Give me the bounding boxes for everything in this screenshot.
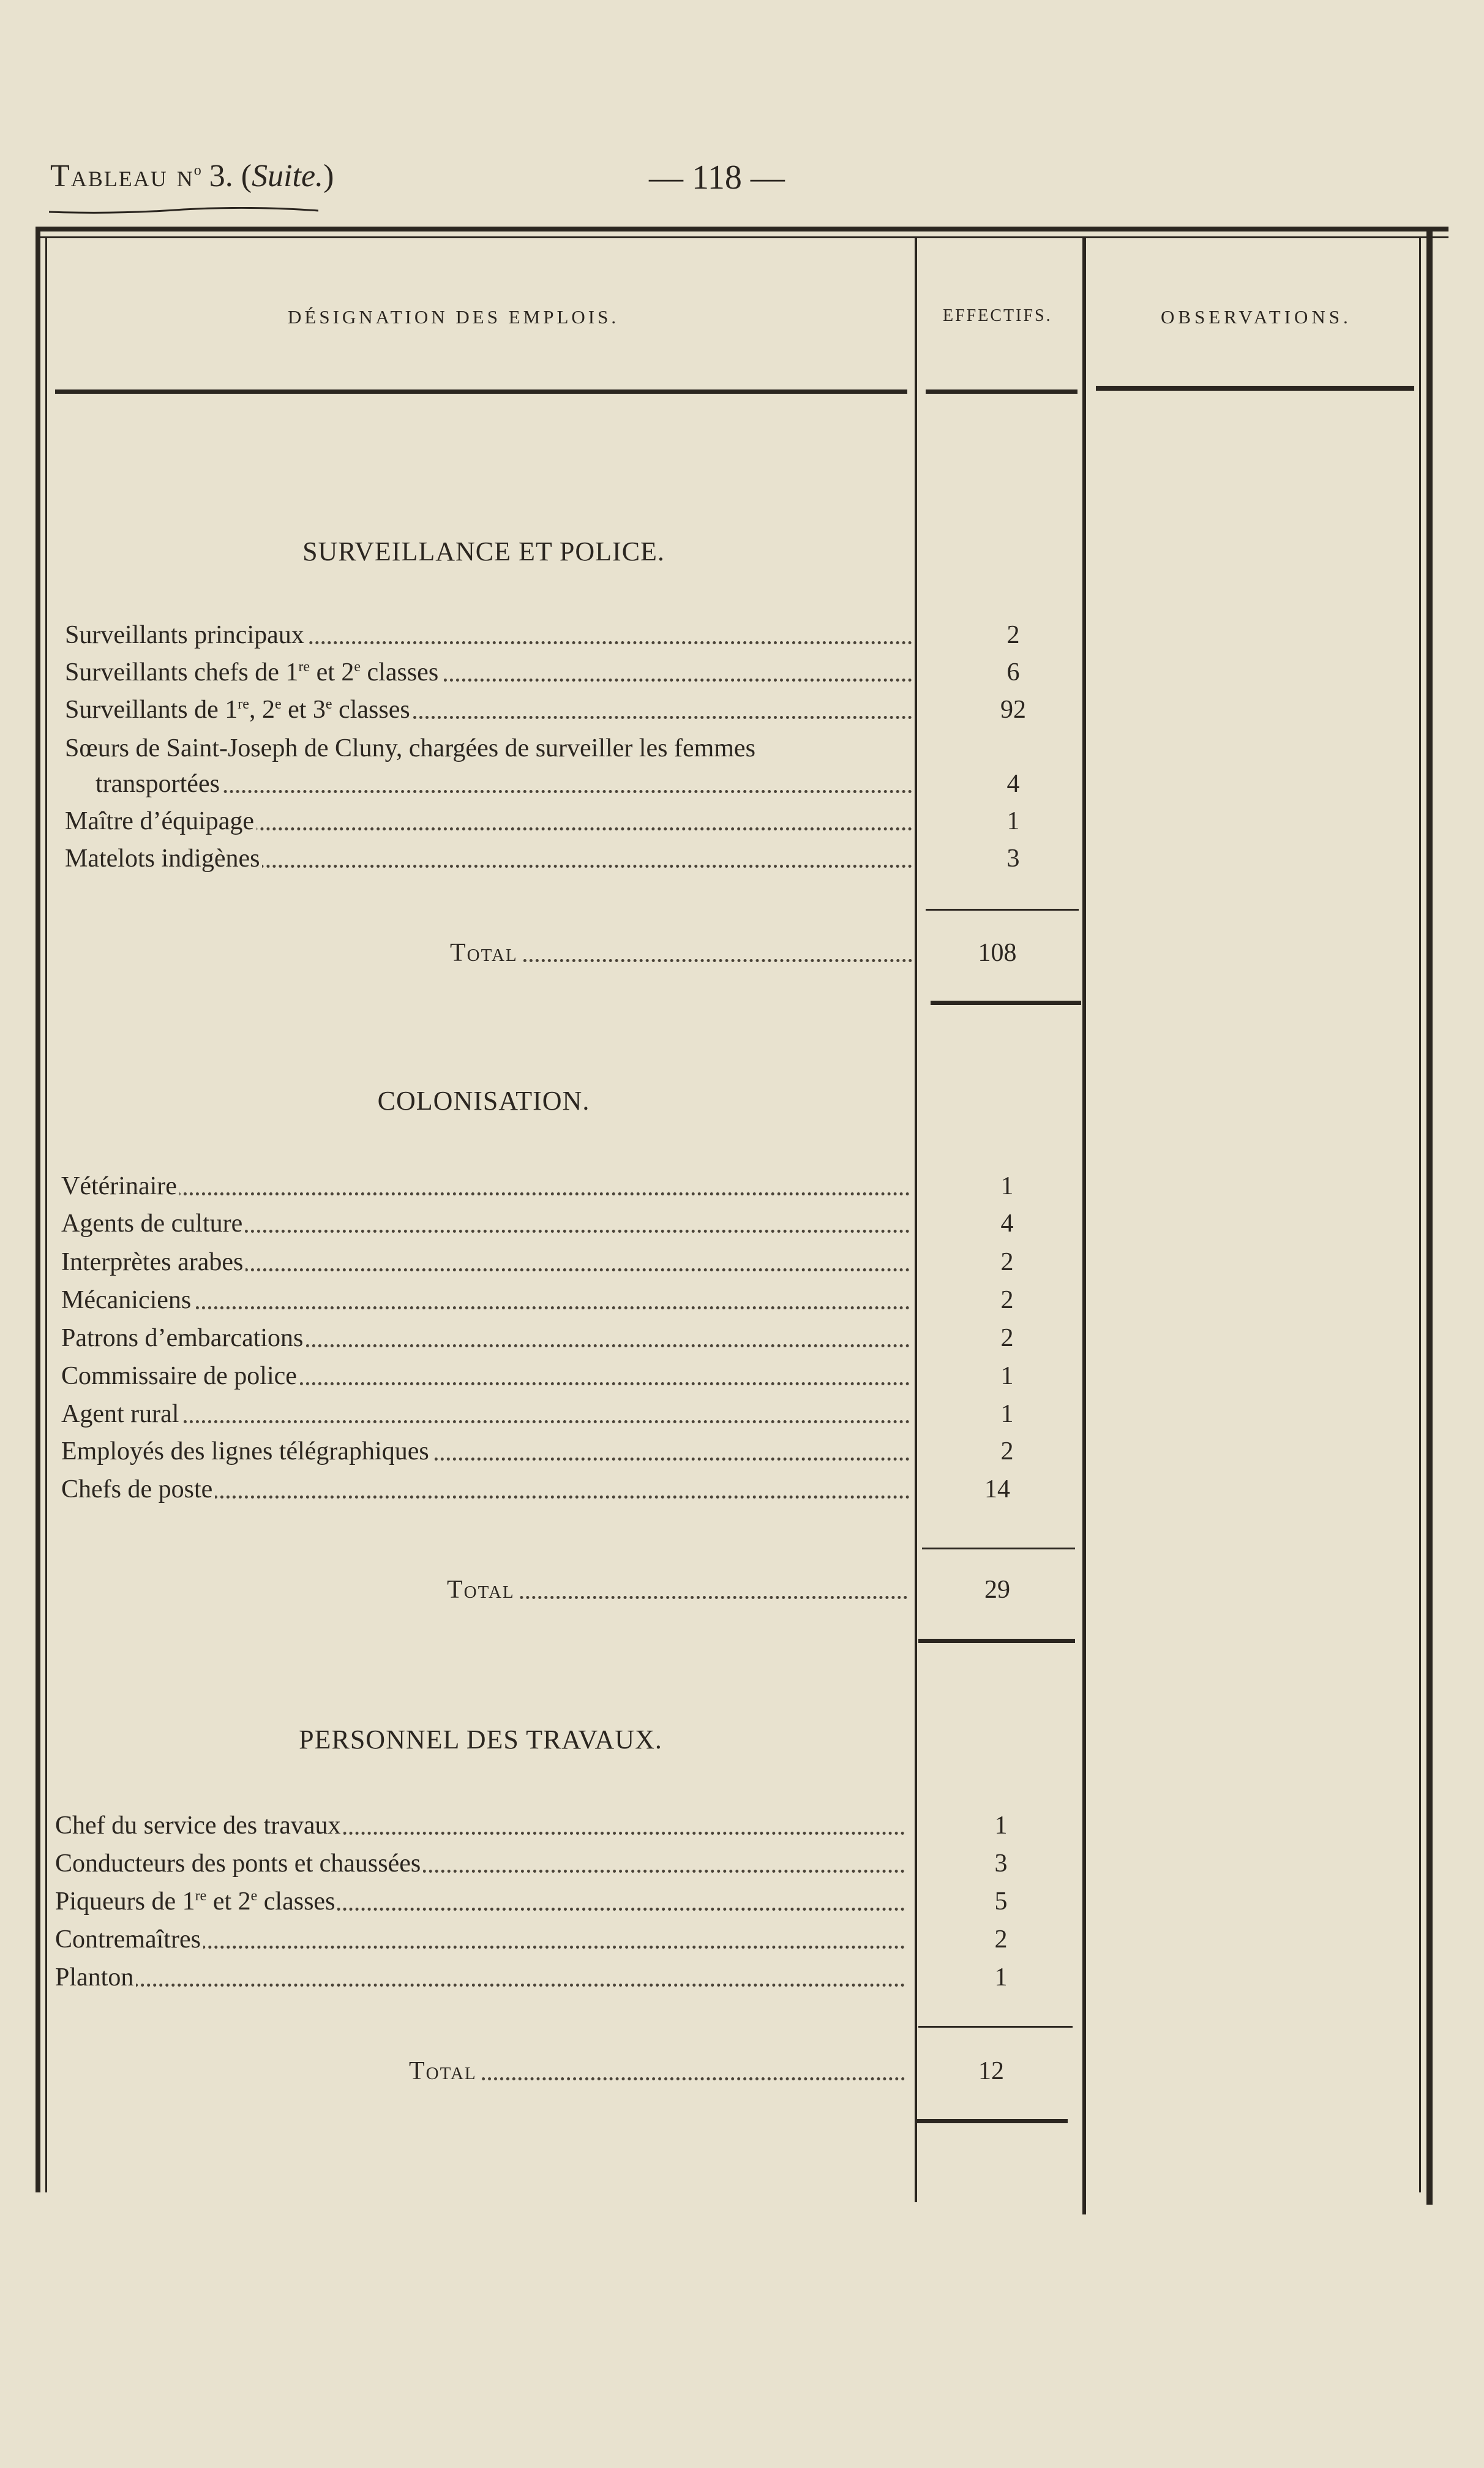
column-header-designation: DÉSIGNATION DES EMPLOIS.: [288, 306, 620, 328]
table-ref-degree: o: [193, 162, 201, 179]
header-underline-observations: [1096, 386, 1414, 391]
table-row: [61, 1247, 910, 1277]
row-value: 2: [1000, 1437, 1014, 1465]
table-row: [55, 1886, 905, 1917]
table-ref-close: ): [323, 159, 334, 194]
subtotal-rule: [918, 2026, 1073, 2028]
row-value: 2: [1000, 1286, 1014, 1314]
row-value: 1: [994, 1811, 1008, 1840]
row-value: 1: [1000, 1172, 1014, 1200]
row-label: Surveillants de 1re, 2e et 3e classes: [65, 696, 413, 724]
table-row: [55, 1848, 905, 1879]
row-label: Piqueurs de 1re et 2e classes: [55, 1887, 337, 1916]
header-underline-effectifs: [926, 389, 1077, 394]
col-divider-effectifs: [915, 236, 917, 2202]
row-value: 1: [994, 1963, 1008, 1992]
table-row: [65, 657, 912, 688]
total-rule: [931, 1001, 1081, 1005]
table-row: [61, 1208, 910, 1239]
top-rule-thick: [36, 227, 1448, 231]
row-value: 4: [1006, 770, 1020, 798]
table-row: [61, 1323, 910, 1353]
leader-dots: [61, 1192, 910, 1195]
total-value: 29: [984, 1576, 1010, 1604]
header-underline-designation: [55, 389, 907, 394]
total-rule: [917, 2119, 1068, 2123]
table-reference: [50, 160, 334, 192]
row-label: Surveillants chefs de 1re et 2e classes: [65, 658, 441, 687]
total-row: [447, 1574, 907, 1605]
table-row: [55, 1924, 905, 1955]
row-label: Sœurs de Saint-Joseph de Cluny, chargées de surveiller les femmes: [65, 734, 758, 762]
section-title-colonisation: COLONISATION.: [377, 1086, 590, 1116]
page-number: — 118 —: [649, 159, 785, 197]
table-row: [61, 1361, 910, 1391]
column-header-observations: OBSERVATIONS.: [1161, 306, 1352, 328]
section-title-surveillance: SURVEILLANCE ET POLICE.: [302, 536, 665, 566]
table-row: [61, 1399, 910, 1429]
table-row: [65, 733, 912, 764]
row-value: 1: [1006, 807, 1020, 835]
table-row: [96, 769, 912, 799]
row-value: 2: [1000, 1324, 1014, 1352]
row-label: Planton: [55, 1963, 136, 1992]
total-value: 108: [978, 939, 1017, 967]
row-label: transportées: [96, 770, 222, 798]
table-ref-suite: Suite.: [252, 159, 324, 194]
leader-dots: [61, 1420, 910, 1423]
row-value: 5: [994, 1887, 1008, 1916]
total-label: Total: [450, 939, 520, 967]
row-label: Maître d’équipage: [65, 807, 257, 835]
table-row: [65, 843, 912, 874]
row-label: Patrons d’embarcations: [61, 1324, 305, 1352]
row-label: Employés des lignes télégraphiques: [61, 1437, 432, 1465]
row-label: Mécaniciens: [61, 1286, 193, 1314]
total-label: Total: [447, 1576, 517, 1604]
row-value: 4: [1000, 1210, 1014, 1238]
row-label: Agent rural: [61, 1400, 181, 1428]
row-label: Chef du service des travaux: [55, 1811, 343, 1840]
right-rule-outer: [1426, 227, 1433, 2205]
table-row: [61, 1285, 910, 1315]
row-value: 1: [1000, 1362, 1014, 1390]
row-label: Conducteurs des ponts et chaussées: [55, 1849, 423, 1878]
total-row: [409, 2056, 905, 2086]
subtotal-rule: [922, 1548, 1075, 1549]
row-label: Agents de culture: [61, 1210, 245, 1238]
table-row: [65, 694, 912, 725]
leader-dots: [55, 1984, 905, 1987]
right-rule-inner: [1419, 236, 1421, 2192]
row-label: Commissaire de police: [61, 1362, 299, 1390]
row-label: Chefs de poste: [61, 1475, 215, 1503]
subtotal-rule: [926, 909, 1079, 911]
row-label: Surveillants principaux: [65, 621, 307, 649]
row-value: 3: [994, 1849, 1008, 1878]
total-value: 12: [978, 2057, 1004, 2085]
table-row: [65, 620, 912, 650]
table-row: [65, 806, 912, 837]
table-row: [61, 1436, 910, 1467]
row-value: 2: [994, 1925, 1008, 1954]
row-value: 2: [1000, 1248, 1014, 1276]
table-row: [55, 1962, 905, 1993]
total-label: Total: [409, 2057, 479, 2085]
row-value: 1: [1000, 1400, 1014, 1428]
row-label: Contremaîtres: [55, 1925, 203, 1954]
table-ref-number: 3. (: [201, 159, 252, 194]
left-rule-outer: [36, 227, 40, 2192]
table-row: [61, 1171, 910, 1202]
header-swash-ornament: [49, 207, 318, 216]
row-label: Vétérinaire: [61, 1172, 179, 1200]
total-row: [450, 938, 912, 968]
table-row: [61, 1474, 910, 1505]
row-value: 92: [1000, 696, 1026, 724]
leader-dots: [409, 2077, 905, 2080]
row-value: 2: [1006, 621, 1020, 649]
section-title-personnel-travaux: PERSONNEL DES TRAVAUX.: [299, 1725, 662, 1755]
top-rule-thin: [36, 236, 1448, 238]
row-value: 14: [984, 1475, 1010, 1503]
row-label: Matelots indigènes: [65, 845, 262, 873]
left-rule-inner: [45, 236, 47, 2192]
row-label: Interprètes arabes: [61, 1248, 245, 1276]
total-rule: [918, 1639, 1075, 1643]
row-value: 3: [1006, 845, 1020, 873]
column-header-effectifs: EFFECTIFS.: [943, 306, 1052, 325]
table-ref-prefix: Tableau n: [50, 159, 194, 194]
table-row: [55, 1810, 905, 1841]
row-value: 6: [1006, 658, 1020, 687]
